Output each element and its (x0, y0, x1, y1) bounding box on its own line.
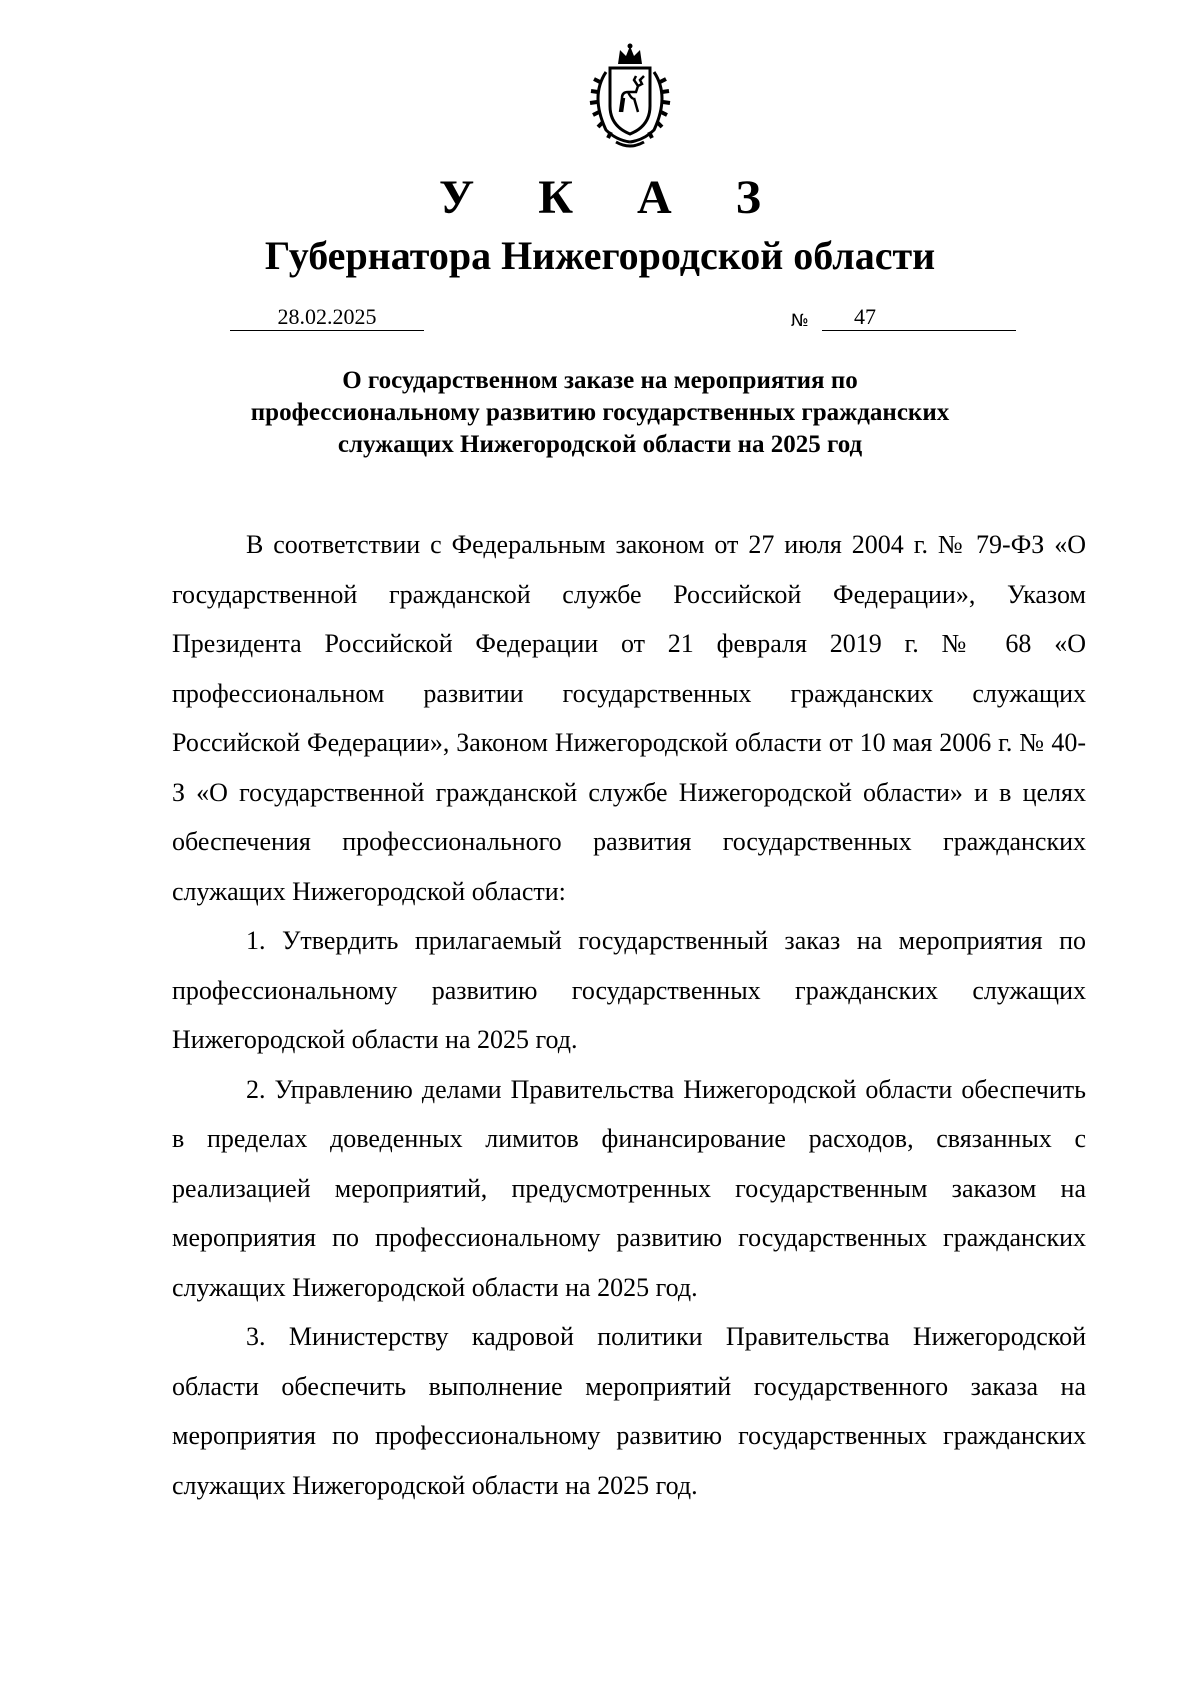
number-sign: № (791, 311, 809, 331)
clause-3-paragraph: 3. Министерству кадровой политики Правительства Нижегородской области обеспечить выполнение мероприятий государственного заказа на мероприятия по профессиональному развитию государственных гражданских служащих Нижегородской области на 2025 год. (172, 1322, 1086, 1500)
document-body (172, 520, 1086, 1510)
heading-line: О государственном заказе на мероприятия по (342, 367, 858, 394)
issuer-title: Губернатора Нижегородской области (264, 233, 936, 278)
document-date: 28.02.2025 (230, 304, 424, 331)
document-type-title: У К А З (438, 171, 788, 224)
heading-line: служащих Нижегородской области на 2025 год (337, 431, 863, 458)
coat-of-arms-icon (576, 42, 684, 150)
document-number: 47 (854, 304, 876, 329)
preamble-paragraph: В соответствии с Федеральным законом от 27 июля 2004 г. № 79-ФЗ «О государственной гражданской службе Российской Федерации», Указом Президента Российской Федерации от 21 февраля 2019 г. № 68 «О профессиональном развитии государственных гражданских служащих Российской Федерации», Законом Нижегородской области от 10 мая 2006 г. № 40-З «О государственной гражданской службе Нижегородской области» и в целях обеспечения профессионального развития государственных гражданских служащих Нижегородской области: (172, 530, 1086, 906)
document-heading (0, 365, 1200, 461)
clause-1-paragraph: 1. Утвердить прилагаемый государственный заказ на мероприятия по профессиональному развитию государственных гражданских служащих Нижегородской области на 2025 год. (172, 926, 1086, 1054)
heading-line: профессиональному развитию государственных гражданских (250, 399, 950, 426)
clause-2-paragraph: 2. Управлению делами Правительства Нижегородской области обеспечить в пределах доведенных лимитов финансирование расходов, связанных с реализацией мероприятий, предусмотренных государственным заказом на мероприятия по профессиональному развитию государственных гражданских служащих Нижегородской области на 2025 год. (172, 1074, 1086, 1302)
document-number-field (822, 304, 1016, 331)
